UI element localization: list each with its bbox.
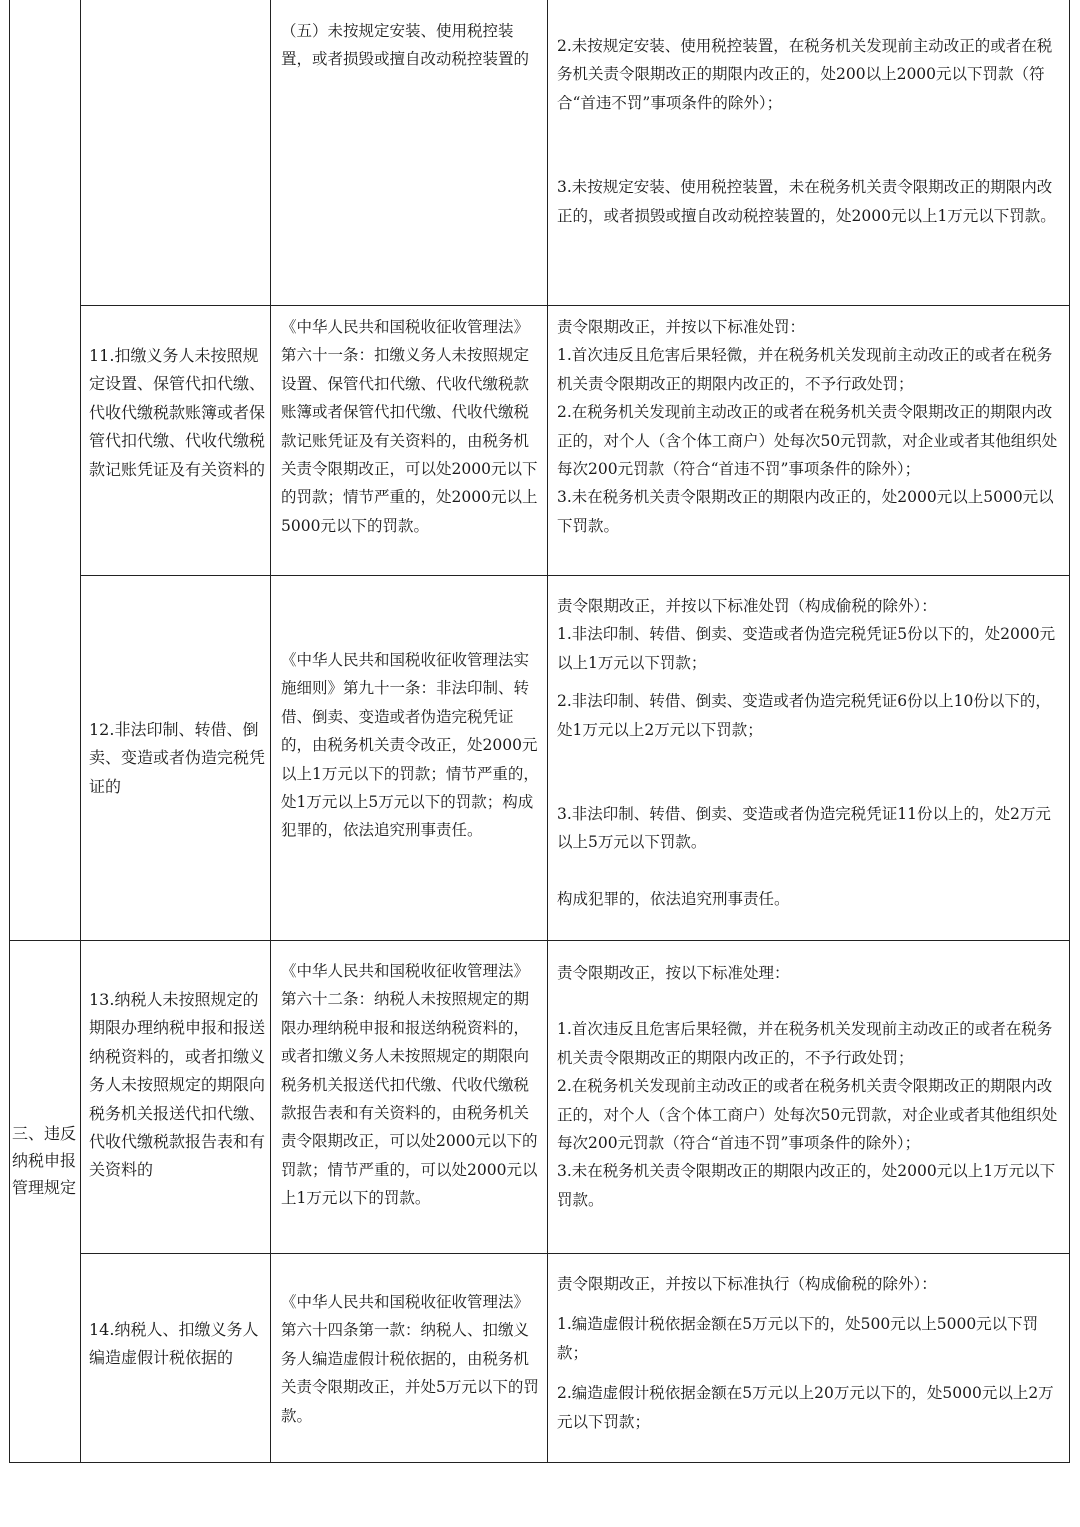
border-col3 — [547, 0, 548, 1463]
row5-standard-intro: 责令限期改正，并按以下标准执行（构成偷税的除外）： — [557, 1275, 937, 1293]
row-divider-3 — [9, 940, 1070, 941]
row5-standards — [557, 1270, 1063, 1436]
row2-standards — [557, 313, 1063, 540]
row4-standard-3: 3.未在税务机关责令限期改正的期限内改正的，处2000元以上1万元以下罚款。 — [557, 1162, 1056, 1209]
row4-standards — [557, 959, 1063, 1214]
row1-law: （五）未按规定安装、使用税控装置，或者损毁或擅自改动税控装置的 — [281, 22, 530, 69]
row3-standard-3: 3.非法印制、转借、倒卖、变造或者伪造完税凭证11份以上的，处2万元以上5万元以下罚款。 — [557, 805, 1051, 852]
border-col2 — [270, 0, 271, 1463]
row-divider-2 — [80, 575, 1070, 576]
row2-law: 《中华人民共和国税收征收管理法》第六十一条：扣缴义务人未按照规定设置、保管代扣代缴、代收代缴税款账簿或者保管代扣代缴、代收代缴税款记账凭证及有关资料的，由税务机关责令限期改正，可以处2000元以下的罚款；情节严重的，处2000元以上5000元以下的罚款。 — [281, 318, 538, 535]
row5-law: 《中华人民共和国税收征收管理法》第六十四条第一款：纳税人、扣缴义务人编造虚假计税依据的，由税务机关责令限期改正，并处5万元以下的罚款。 — [281, 1293, 539, 1425]
row4-law: 《中华人民共和国税收征收管理法》第六十二条：纳税人未按照规定的期限办理纳税申报和报送纳税资料的，或者扣缴义务人未按照规定的期限向税务机关报送代扣代缴、代收代缴税款报告表和有关资料的，由税务机关责令限期改正，可以处2000元以下的罚款；情节严重的，可以处2000元以上1万元以下的罚款。 — [281, 962, 538, 1208]
row3-law: 《中华人民共和国税收征收管理法实施细则》第九十一条：非法印制、转借、倒卖、变造或者伪造完税凭证的，由税务机关责令改正，处2000元以上1万元以下的罚款；情节严重的，处1万元以上5万元以下的罚款；构成犯罪的，依法追究刑事责任。 — [281, 651, 539, 840]
row3-item: 12.非法印制、转借、倒卖、变造或者伪造完税凭证的 — [89, 720, 266, 796]
row1-standard-2: 2.未按规定安装、使用税控装置，在税务机关发现前主动改正的或者在税务机关责令限期改正的期限内改正的，处200以上2000元以下罚款（符合“首违不罚”事项条件的除外）； — [557, 37, 1053, 112]
row3-standard-intro: 责令限期改正，并按以下标准处罚（构成偷税的除外）： — [557, 597, 937, 615]
spacer — [557, 987, 1063, 1015]
spacer — [557, 117, 1063, 173]
row5-standard-2: 2.编造虚假计税依据金额在5万元以上20万元以下的，处5000元以上2万元以下罚款； — [557, 1384, 1054, 1431]
row3-standard-1: 1.非法印制、转借、倒卖、变造或者伪造完税凭证5份以下的，处2000元以上1万元以下罚款； — [557, 625, 1056, 672]
category-label: 三、违反纳税申报管理规定 — [11, 1124, 76, 1197]
row1-standard-3: 3.未按规定安装、使用税控装置，未在税务机关责令限期改正的期限内改正的，或者损毁或擅自改动税控装置的，处2000元以上1万元以下罚款。 — [557, 178, 1056, 225]
row5-item: 14.纳税人、扣缴义务人编造虚假计税依据的 — [89, 1320, 259, 1368]
row3-standard-2: 2.非法印制、转借、倒卖、变造或者伪造完税凭证6份以上10份以下的，处1万元以上2万元以下罚款； — [557, 692, 1051, 739]
row5-standard-1: 1.编造虚假计税依据金额在5万元以下的，处500元以上5000元以下罚款； — [557, 1315, 1039, 1362]
row3-standard-4: 构成犯罪的，依法追究刑事责任。 — [557, 889, 790, 908]
row4-standard-1: 1.首次违反且危害后果轻微，并在税务机关发现前主动改正的或者在税务机关责令限期改正的期限内改正的，不予行政处罚； — [557, 1020, 1053, 1067]
row2-standard-3: 3.未在税务机关责令限期改正的期限内改正的，处2000元以上5000元以下罚款。 — [557, 488, 1054, 535]
row3-standards — [557, 592, 1063, 913]
row2-item: 11.扣缴义务人未按照规定设置、保管代扣代缴、代收代缴税款账簿或者保管代扣代缴、代收代缴税款记账凭证及有关资料的 — [89, 346, 266, 479]
spacer — [557, 744, 1063, 800]
row2-standard-1: 1.首次违反且危害后果轻微，并在税务机关发现前主动改正的或者在税务机关责令限期改正的期限内改正的，不予行政处罚； — [557, 346, 1053, 393]
border-col1 — [80, 0, 81, 1463]
row4-standard-intro: 责令限期改正，按以下标准处理： — [557, 964, 790, 982]
border-bottom — [9, 1462, 1070, 1463]
row2-standard-intro: 责令限期改正，并按以下标准处罚： — [557, 318, 806, 336]
row-divider-1 — [80, 305, 1070, 306]
spacer — [557, 857, 1063, 885]
border-right — [1069, 0, 1070, 1463]
row1-standards — [557, 32, 1063, 230]
row4-standard-2: 2.在税务机关发现前主动改正的或者在税务机关责令限期改正的期限内改正的，对个人（含个体工商户）处每次50元罚款，对企业或者其他组织处每次200元罚款（符合“首违不罚”事项条件的除外）； — [557, 1077, 1058, 1153]
border-left — [9, 0, 10, 1463]
row2-standard-2: 2.在税务机关发现前主动改正的或者在税务机关责令限期改正的期限内改正的，对个人（含个体工商户）处每次50元罚款，对企业或者其他组织处每次200元罚款（符合“首违不罚”事项条件的除外）； — [557, 403, 1058, 479]
row4-item: 13.纳税人未按照规定的期限办理纳税申报和报送纳税资料的，或者扣缴义务人未按照规定的期限向税务机关报送代扣代缴、代收代缴税款报告表和有关资料的 — [89, 990, 266, 1180]
row-divider-4 — [80, 1253, 1070, 1254]
